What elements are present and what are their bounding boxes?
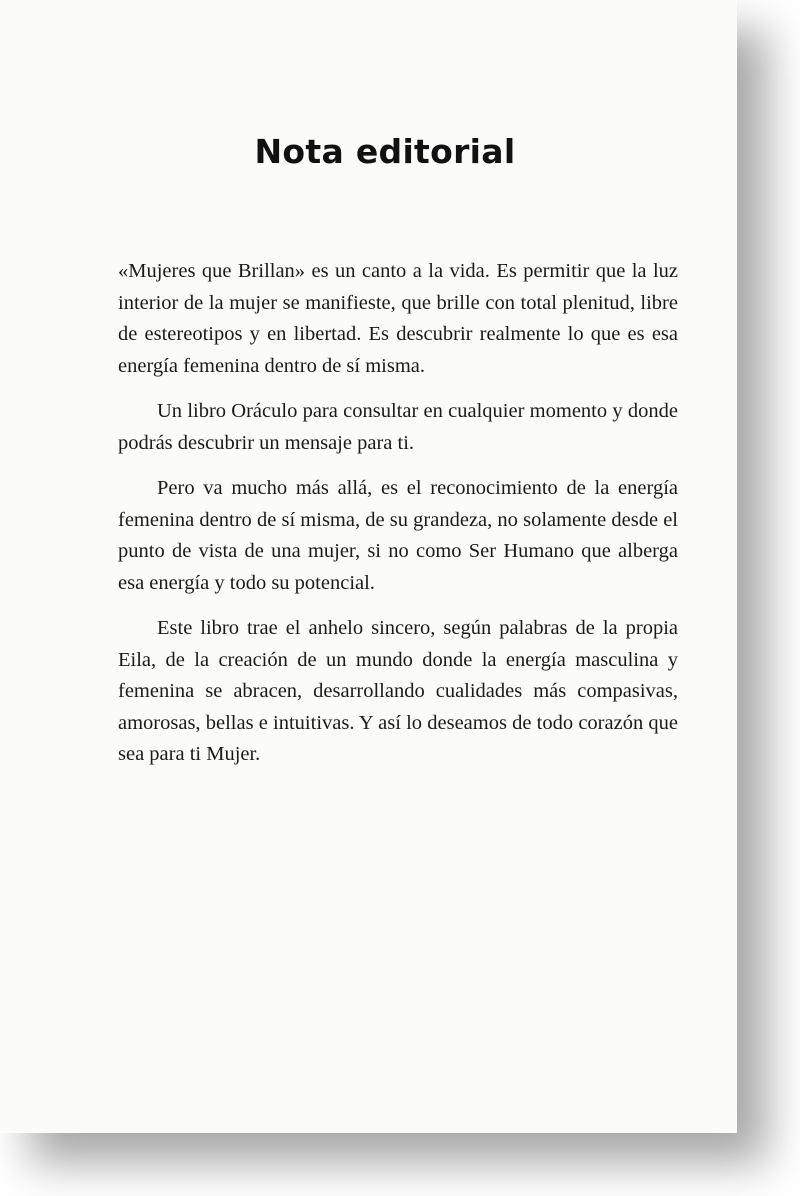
paragraph-4: Este libro trae el anhelo sincero, según palabras de la propia Eila, de la creación de un mundo donde la energía masculina y femenina se abracen, desarrollando cualidades más compasivas, amorosas, bellas e intuitivas. Y así lo deseamos de todo corazón que sea para ti Mujer.: [118, 617, 678, 765]
page-title: Nota editorial: [254, 132, 516, 171]
paragraph-2: Un libro Oráculo para consultar en cualquier momento y donde podrás descubrir un mensaje para ti.: [118, 400, 678, 454]
paragraph-3: Pero va mucho más allá, es el reconocimiento de la energía femenina dentro de sí misma, de su grandeza, no solamente desde el punto de vista de una mujer, si no como Ser Humano que alberga esa energía y todo su potencial.: [118, 477, 678, 594]
paragraph-1: «Mujeres que Brillan» es un canto a la vida. Es permitir que la luz interior de la mujer se manifieste, que brille con total plenitud, libre de estereotipos y en libertad. Es descubrir realmente lo que es esa energía femenina dentro de sí misma.: [118, 260, 678, 377]
page-body: [118, 256, 678, 785]
